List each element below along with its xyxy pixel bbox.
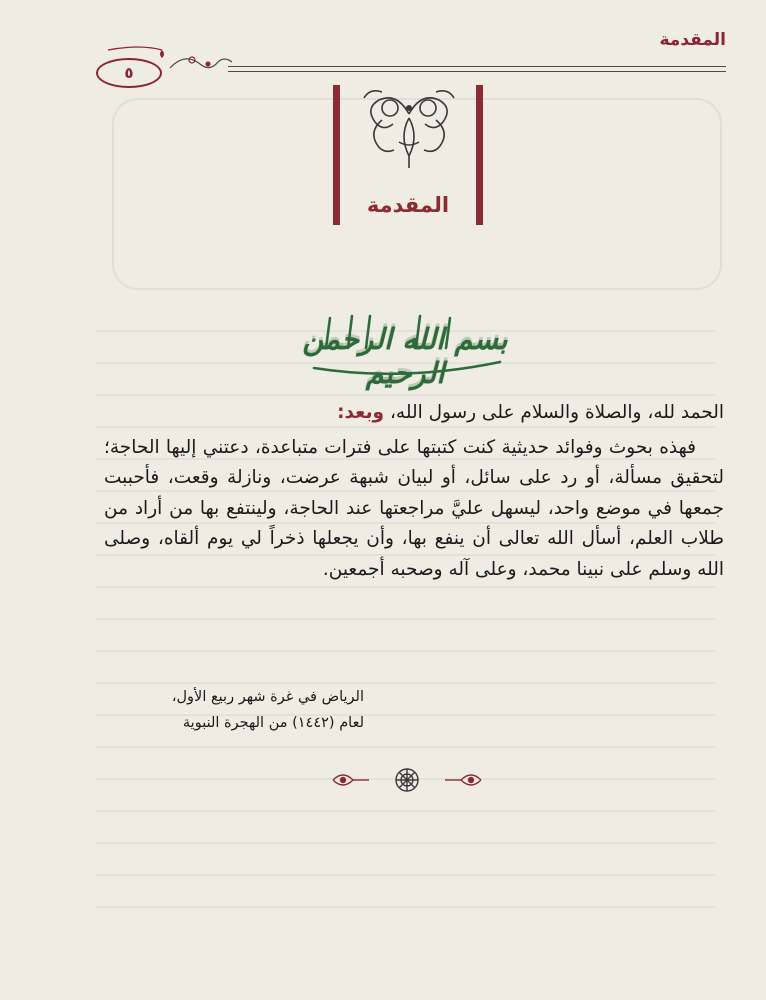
chapter-bar-left	[333, 85, 340, 225]
signoff	[84, 684, 364, 736]
greeting: الحمد لله، والصلاة والسلام على رسول الله،	[384, 402, 724, 423]
main-paragraph: فهذه بحوث وفوائد حديثية كنت كتبتها على فترات متباعدة، دعتني إليها الحاجة؛ لتحقيق مسألة، أو رد على سائل، أو لبيان شبهة عرضت، ونازلة وقعت، فأحببت جمعها في موضع واحد، ليسهل عليَّ مراجعتها عند الحاجة، ولينتفع بها من أراد من طلاب العلم، أسأل الله تعالى أن ينفع بها، وأن يجعلها ذخراً لي يوم ألقاه، وصلى الله وسلم على نبينا محمد، وعلى آله وصحبه أجمعين.	[104, 436, 724, 580]
basmala: بسم الله الرحمن الرحيم	[302, 322, 508, 390]
signoff-place-date: الرياض في غرة شهر ربيع الأول،	[171, 689, 364, 705]
header-rule	[228, 66, 726, 72]
intro-line	[104, 398, 724, 429]
wa-baad: وبعد:	[337, 402, 385, 423]
body-text	[104, 398, 724, 585]
page-number: ٥	[124, 64, 134, 82]
chapter-bar-right	[476, 85, 483, 225]
closing-ornament-icon	[327, 766, 487, 794]
arabesque-ornament-icon	[354, 84, 464, 170]
running-title: المقدمة	[659, 30, 726, 50]
chapter-title: المقدمة	[366, 193, 450, 217]
page-number-badge	[96, 58, 162, 88]
signoff-year: لعام (١٤٤٢) من الهجرة النبوية	[182, 715, 364, 731]
